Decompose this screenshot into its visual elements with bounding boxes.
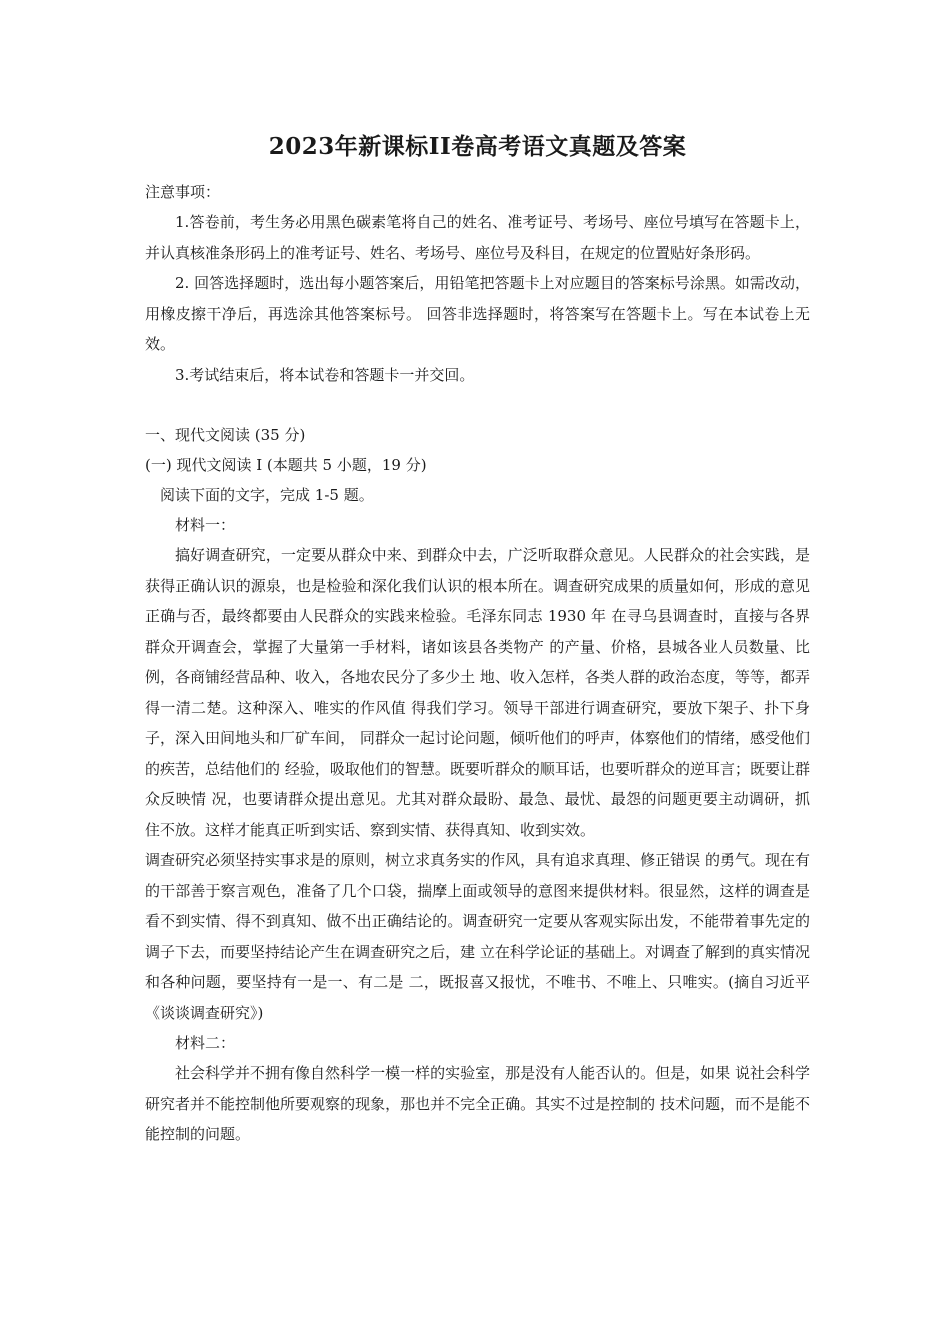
material-2-paragraph-1: 社会科学并不拥有像自然科学一模一样的实验室，那是没有人能否认的。但是，如果 说社会科学研究者并不能控制他所要观察的现象，那也并不完全正确。其实不过是控制的 技术问题，而不是能不能控制的问题。 bbox=[145, 1064, 810, 1143]
section-heading: 一、现代文阅读 (35 分) bbox=[145, 426, 306, 444]
document-page bbox=[145, 128, 810, 1150]
material-1-paragraph-1: 搞好调查研究，一定要从群众中来、到群众中去，广泛听取群众意见。人民群众的社会实践，是获得正确认识的源泉，也是检验和深化我们认识的根本所在。调查研究成果的质量如何，形成的意见正确与否，最终都要由人民群众的实践来检验。毛泽东同志 1930 年 在寻乌县调查时，直接与各界群众开调查会，掌握了大量第一手材料，诸如该县各类物产 的产量、价格，县城各业人员数量、比例，各商铺经营品种、收入，各地农民分了多少土 地、收入怎样，各类人群的政治态度，等等，都弄得一清二楚。这种深入、唯实的作风值 得我们学习。领导干部进行调查研究，要放下架子、扑下身子，深入田间地头和厂矿车间， 同群众一起讨论问题，倾听他们的呼声，体察他们的情绪，感受他们的疾苦，总结他们的 经验，吸取他们的智慧。既要听群众的顺耳话，也要听群众的逆耳言；既要让群众反映情 况，也要请群众提出意见。尤其对群众最盼、最急、最忧、最怨的问题更要主动调研，抓 住不放。这样才能真正听到实话、察到实情、获得真知、收到实效。 bbox=[145, 546, 810, 839]
material-1-paragraph-2: 调查研究必须坚持实事求是的原则，树立求真务实的作风，具有追求真理、修正错误 的勇气。现在有的干部善于察言观色，准备了几个口袋，揣摩上面或领导的意图来提供材料。很显然，这样的调查是看不到实情、得不到真知、做不出正确结论的。调查研究一定要从客观实际出发，不能带着事先定的调子下去，而要坚持结论产生在调查研究之后，建 立在科学论证的基础上。对调查了解到的真实情况和各种问题，要坚持有一是一、有二是 二，既报喜又报忧，不唯书、不唯上、只唯实。(摘自习近平《谈谈调查研究》) bbox=[145, 851, 810, 1022]
notice-item-2: 2. 回答选择题时，选出每小题答案后，用铅笔把答题卡上对应题目的答案标号涂黑。如需改动，用橡皮擦干净后，再选涂其他答案标号。 回答非选择题时，将答案写在答题卡上。写在本试卷上无效。 bbox=[145, 274, 810, 353]
document-title: 2023年新课标II卷高考语文真题及答案 bbox=[268, 133, 687, 160]
notice-item-1: 1.答卷前，考生务必用黑色碳素笔将自己的姓名、准考证号、考场号、座位号填写在答题卡上，并认真核准条形码上的准考证号、姓名、考场号、座位号及科目，在规定的位置贴好条形码。 bbox=[145, 213, 810, 262]
material-1-label: 材料一： bbox=[175, 516, 236, 534]
section-spacer bbox=[145, 390, 810, 420]
notice-heading: 注意事项： bbox=[145, 183, 221, 201]
reading-instruction: 阅读下面的文字，完成 1-5 题。 bbox=[160, 486, 374, 504]
subsection-heading: (一) 现代文阅读 I (本题共 5 小题，19 分) bbox=[145, 456, 427, 474]
material-2-label: 材料二： bbox=[175, 1034, 236, 1052]
notice-item-3: 3.考试结束后，将本试卷和答题卡一并交回。 bbox=[175, 365, 475, 384]
